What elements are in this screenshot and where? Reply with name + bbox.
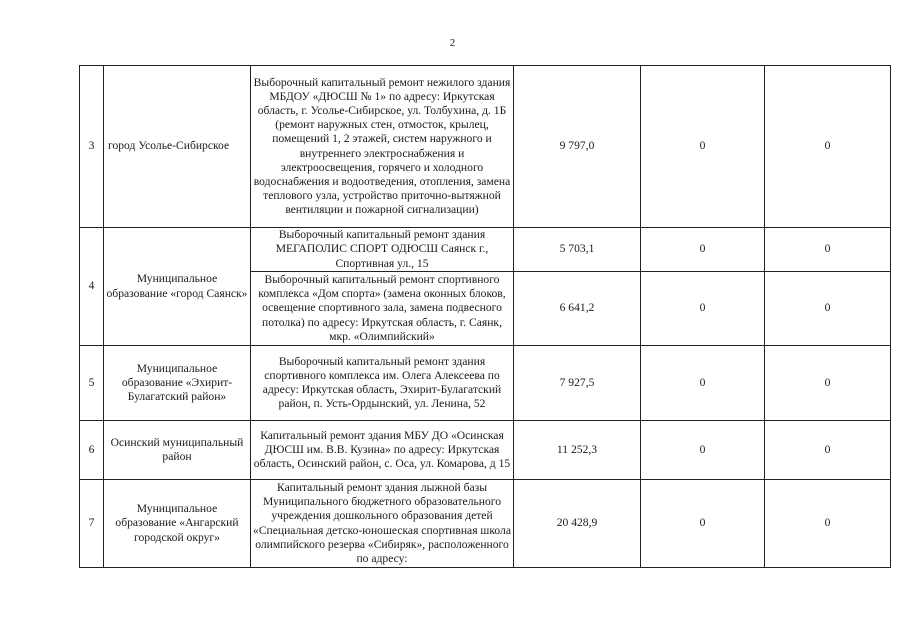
- value-cell: 0: [641, 480, 765, 568]
- description-cell: Выборочный капитальный ремонт спортивного комплекса «Дом спорта» (замена оконных блоков, освещение спортивного зала, замена подвесного потолка) по адресу: Иркутская область, г. Саянк, мкр. «Олимпийский»: [251, 272, 514, 346]
- value-cell: 0: [641, 346, 765, 421]
- value-cell: 0: [765, 66, 891, 228]
- municipality-cell: Муниципальное образование «Ангарский городской округ»: [104, 480, 251, 568]
- row-number: 7: [80, 480, 104, 568]
- table-row: [80, 66, 891, 228]
- description-cell: Выборочный капитальный ремонт здания спортивного комплекса им. Олега Алексеева по адресу: Иркутская область, Эхирит-Булагатский район, п. Усть-Ордынский, ул. Ленина, 52: [251, 346, 514, 421]
- amount-cell: 20 428,9: [514, 480, 641, 568]
- amount-cell: 11 252,3: [514, 421, 641, 480]
- description-cell: Капитальный ремонт здания лыжной базы Муниципального бюджетного образовательного учреждения дошкольного образования детей «Специальная детско-юношеская спортивная школа олимпийского резерва «Сибиряк», расположенного по адресу:: [251, 480, 514, 568]
- funding-table: [79, 65, 891, 568]
- value-cell: 0: [641, 421, 765, 480]
- table-row: [80, 228, 891, 272]
- amount-cell: 9 797,0: [514, 66, 641, 228]
- table-row: [80, 421, 891, 480]
- value-cell: 0: [765, 346, 891, 421]
- value-cell: 0: [641, 66, 765, 228]
- description-cell: Капитальный ремонт здания МБУ ДО «Осинская ДЮСШ им. В.В. Кузина» по адресу: Иркутская область, Осинский район, с. Оса, ул. Комарова, д 15: [251, 421, 514, 480]
- row-number: 4: [80, 228, 104, 346]
- municipality-cell: Муниципальное образование «город Саянск»: [104, 228, 251, 346]
- municipality-cell: Осинский муниципальный район: [104, 421, 251, 480]
- municipality-cell: город Усолье-Сибирское: [104, 66, 251, 228]
- row-number: 5: [80, 346, 104, 421]
- amount-cell: 6 641,2: [514, 272, 641, 346]
- description-cell: Выборочный капитальный ремонт здания МЕГАПОЛИС СПОРТ ОДЮСШ Саянск г., Спортивная ул., 15: [251, 228, 514, 272]
- municipality-cell: Муниципальное образование «Эхирит-Булагатский район»: [104, 346, 251, 421]
- row-number: 3: [80, 66, 104, 228]
- row-number: 6: [80, 421, 104, 480]
- amount-cell: 5 703,1: [514, 228, 641, 272]
- page-number: 2: [449, 37, 456, 49]
- value-cell: 0: [765, 421, 891, 480]
- table-row: [80, 480, 891, 568]
- table-row: [80, 346, 891, 421]
- value-cell: 0: [641, 228, 765, 272]
- value-cell: 0: [765, 480, 891, 568]
- value-cell: 0: [641, 272, 765, 346]
- amount-cell: 7 927,5: [514, 346, 641, 421]
- description-cell: Выборочный капитальный ремонт нежилого здания МБДОУ «ДЮСШ № 1» по адресу: Иркутская область, г. Усолье-Сибирское, ул. Толбухина, д. 1Б (ремонт наружных стен, отмосток, крылец, помещений 1, 2 этажей, систем наружного и внутреннего электроснабжения и электроосвещения, горячего и холодного водоснабжения и водоотведения, отопления, замена теплового узла, устройство приточно-вытяжной вентиляции и пожарной сигнализации): [251, 66, 514, 228]
- value-cell: 0: [765, 228, 891, 272]
- value-cell: 0: [765, 272, 891, 346]
